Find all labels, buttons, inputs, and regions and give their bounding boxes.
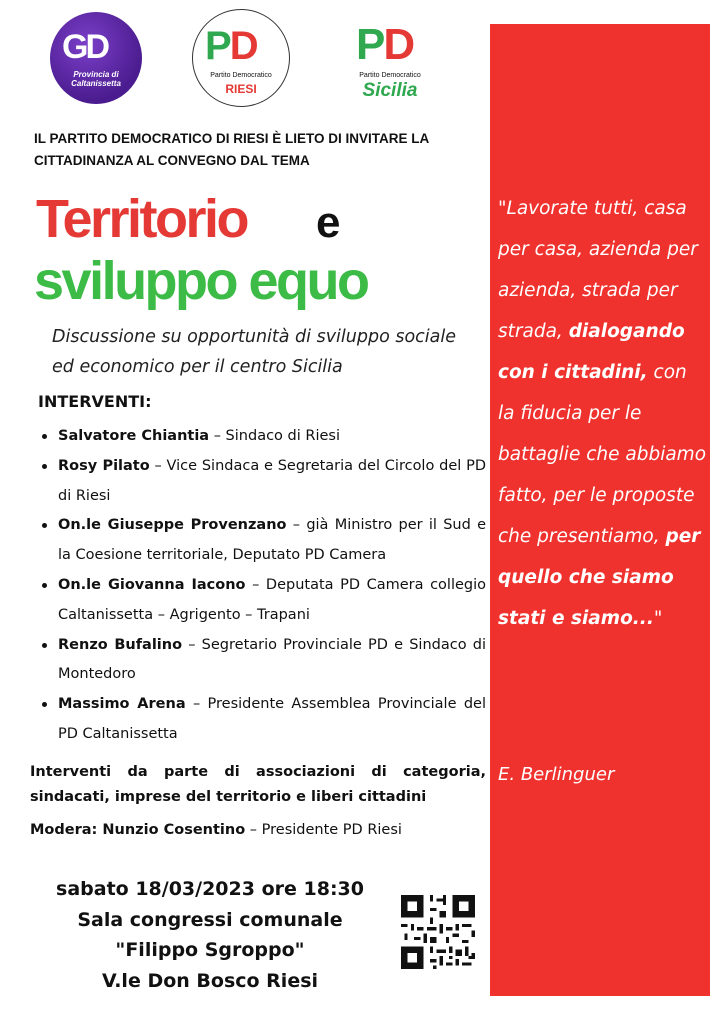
list-item: Renzo Bufalino – Segretario Provinciale PD e Sindaco di Montedoro xyxy=(40,631,486,691)
gd-mark: GD xyxy=(62,28,107,66)
title-line1: Territorio xyxy=(36,189,248,249)
event-venue: Sala congressi comunale xyxy=(77,909,343,931)
list-item: On.le Giovanna Iacono – Deputata PD Camera collegio Caltanissetta – Agrigento – Trapani xyxy=(40,571,486,631)
title-line2: sviluppo equo xyxy=(34,251,368,311)
qr-code-icon[interactable] xyxy=(398,892,478,972)
pd-region-name: Sicilia xyxy=(362,80,418,101)
moderator: Modera: Nunzio Cosentino – Presidente PD Riesi xyxy=(30,822,402,838)
list-item: On.le Giuseppe Provenzano – già Ministro per il Sud e la Coesione territoriale, Deputato PD Camera xyxy=(40,511,486,571)
intro-text: IL PARTITO DEMOCRATICO DI RIESI È LIETO DI INVITARE LA CITTADINANZA AL CONVEGNO DAL TEMA xyxy=(34,131,429,168)
event-address: V.le Don Bosco Riesi xyxy=(101,970,319,992)
pd-mark: PD xyxy=(356,20,414,69)
pd-town-name: RIESI xyxy=(225,82,257,96)
gd-logo-icon xyxy=(50,12,142,104)
interventi-heading: INTERVENTI: xyxy=(38,392,152,411)
list-item: Salvatore Chiantia – Sindaco di Riesi xyxy=(40,422,486,452)
subtitle: Discussione su opportunità di sviluppo sociale ed economico per il centro Sicilia xyxy=(52,327,457,377)
berlinguer-quote: "Lavorate tutti, casa per casa, azienda per azienda, strada per strada, dialogando con i cittadini, con la fiducia per le battaglie che abbiamo fatto, per le proposte che presentiamo, per quello che siamo stati e siamo..." xyxy=(498,198,707,629)
pd-sicilia-logo-icon xyxy=(350,20,430,104)
pd-mark: PD xyxy=(205,24,257,68)
title-connector: e xyxy=(316,198,341,247)
quote-author: E. Berlinguer xyxy=(498,764,615,785)
pd-riesi-logo-icon xyxy=(192,9,290,107)
list-item: Rosy Pilato – Vice Sindaca e Segretaria del Circolo del PD di Riesi xyxy=(40,452,486,512)
pd-party-name: Partito Democratico xyxy=(359,72,421,79)
speakers-list xyxy=(40,422,486,750)
event-date: sabato 18/03/2023 ore 18:30 xyxy=(56,878,364,900)
list-item: Massimo Arena – Presidente Assemblea Provinciale del PD Caltanissetta xyxy=(40,690,486,750)
event-hall: "Filippo Sgroppo" xyxy=(115,939,305,961)
pd-party-name: Partito Democratico xyxy=(210,72,272,79)
associations-text: Interventi da parte di associazioni di categoria, sindacati, imprese del territorio e liberi cittadini xyxy=(30,764,486,805)
gd-caption: Provincia di Caltanissetta xyxy=(71,70,121,88)
